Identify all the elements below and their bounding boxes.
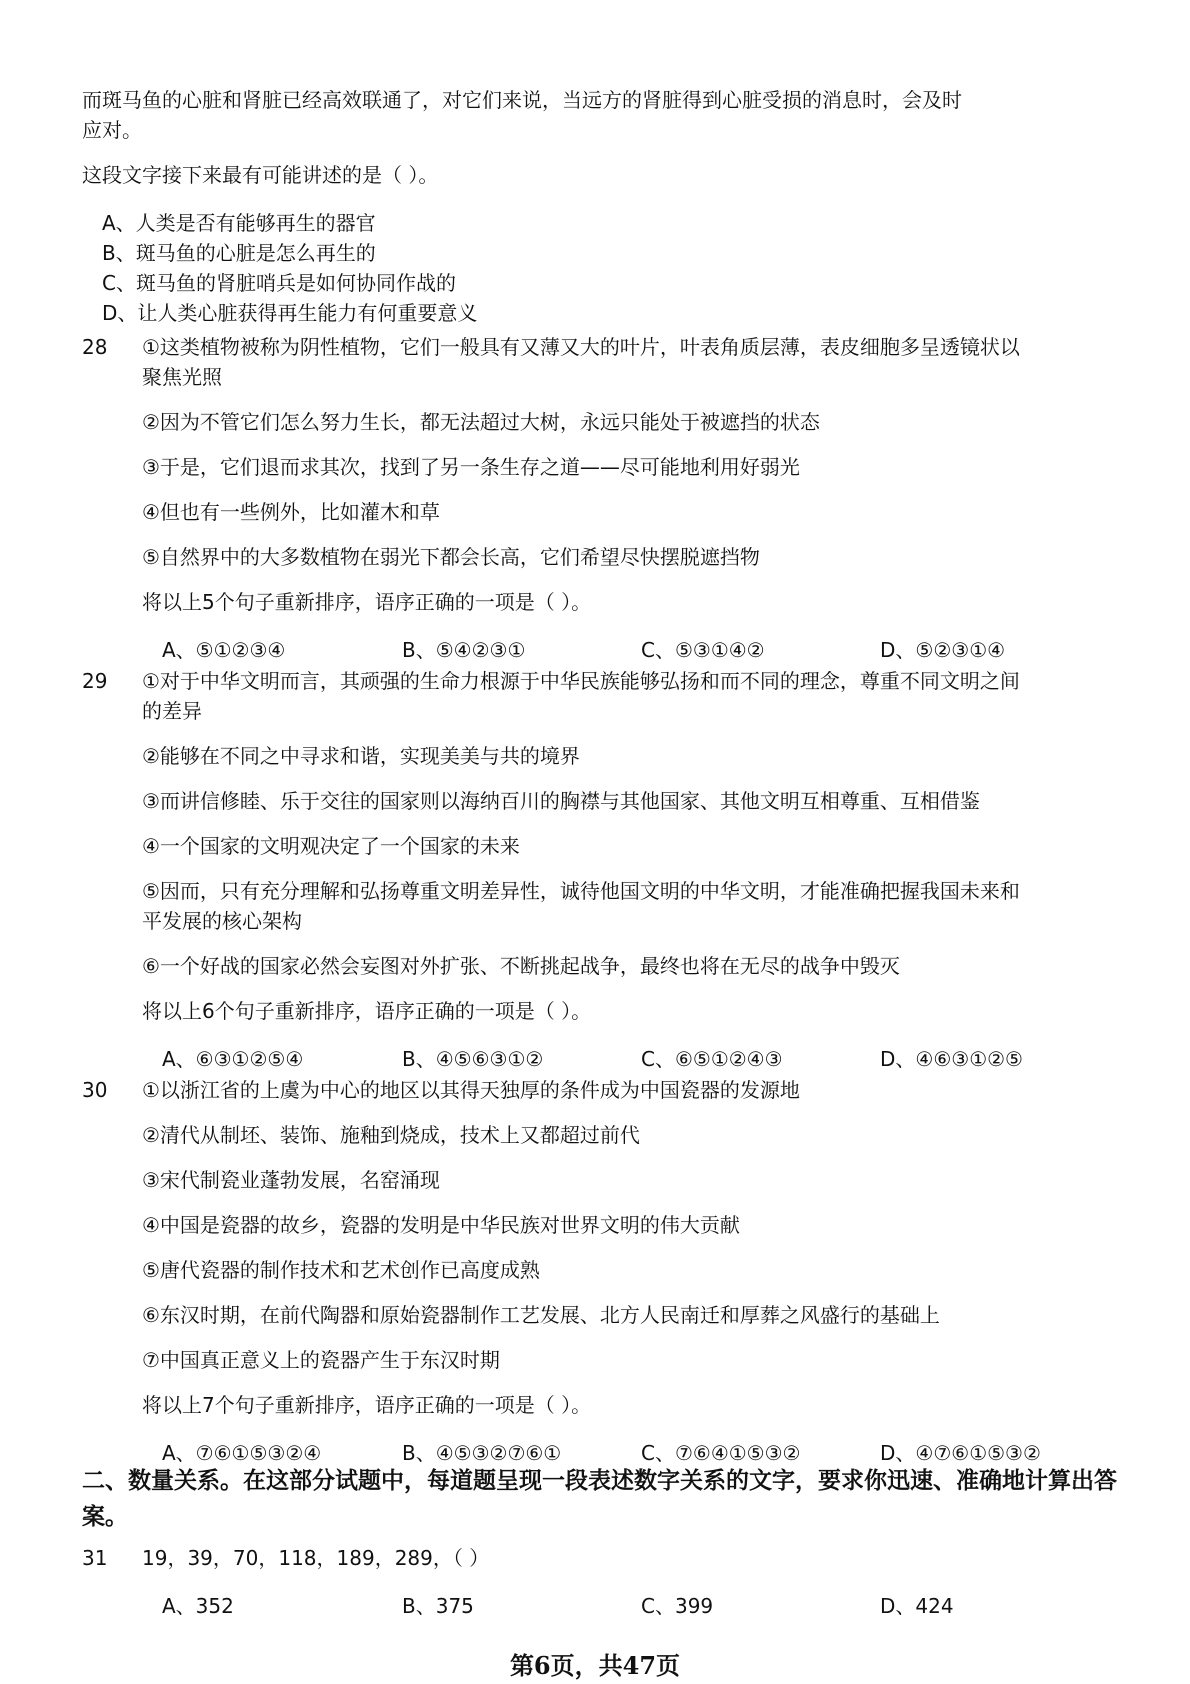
option-d: D、424 (880, 1594, 954, 1618)
sentence: ③宋代制瓷业蓬勃发展，名窑涌现 (142, 1168, 440, 1192)
sentence: 平发展的核心架构 (142, 909, 302, 933)
sentence: ②因为不管它们怎么努力生长，都无法超过大树，永远只能处于被遮挡的状态 (142, 410, 820, 434)
sentence: ①以浙江省的上虞为中心的地区以其得天独厚的条件成为中国瓷器的发源地 (142, 1078, 800, 1102)
option-b: B、④⑤⑥③①② (402, 1047, 544, 1071)
option-d: D、⑤②③①④ (880, 638, 1006, 662)
option-c: C、⑥⑤①②④③ (641, 1047, 783, 1071)
section-heading: 二、数量关系。在这部分试题中，每道题呈现一段表述数字关系的文字，要求你迅速、准确地计算出答案。 (82, 1468, 1117, 1530)
sentence: ①这类植物被称为阴性植物，它们一般具有又薄又大的叶片，叶表角质层薄，表皮细胞多呈透镜状以 (142, 335, 1020, 359)
sentence: ①对于中华文明而言，其顽强的生命力根源于中华民族能够弘扬和而不同的理念，尊重不同文明之间 (142, 669, 1020, 693)
question-prompt: 将以上6个句子重新排序，语序正确的一项是（ ）。 (142, 999, 592, 1023)
question-prompt: 将以上7个句子重新排序，语序正确的一项是（ ）。 (142, 1393, 592, 1417)
option-a: A、⑥③①②⑤④ (162, 1047, 304, 1071)
option-d: D、④⑦⑥①⑤③② (880, 1441, 1041, 1465)
option-a: A、352 (162, 1594, 234, 1618)
sentence: ④一个国家的文明观决定了一个国家的未来 (142, 834, 520, 858)
option-a: A、⑤①②③④ (162, 638, 286, 662)
sentence: ⑤因而，只有充分理解和弘扬尊重文明差异性，诚待他国文明的中华文明，才能准确把握我国未来和 (142, 879, 1020, 903)
option-b: B、④⑤③②⑦⑥① (402, 1441, 562, 1465)
question-stem: 19，39，70，118，189，289，（ ） (142, 1546, 490, 1570)
sentence: ⑦中国真正意义上的瓷器产生于东汉时期 (142, 1348, 500, 1372)
question-prompt: 这段文字接下来最有可能讲述的是（ ）。 (82, 163, 439, 187)
option-c: C、⑦⑥④①⑤③② (641, 1441, 801, 1465)
option-c: C、斑马鱼的肾脏哨兵是如何协同作战的 (102, 271, 456, 295)
sentence: 的差异 (142, 699, 202, 723)
sentence: ③而讲信修睦、乐于交往的国家则以海纳百川的胸襟与其他国家、其他文明互相尊重、互相借鉴 (142, 789, 980, 813)
sentence: ⑥一个好战的国家必然会妄图对外扩张、不断挑起战争，最终也将在无尽的战争中毁灭 (142, 954, 900, 978)
option-c: C、399 (641, 1594, 714, 1618)
option-b: B、⑤④②③① (402, 638, 526, 662)
page-footer: 第6页，共47页 (509, 1651, 681, 1680)
option-a: A、⑦⑥①⑤③②④ (162, 1441, 322, 1465)
option-b: B、斑马鱼的心脏是怎么再生的 (102, 241, 376, 265)
option-d: D、④⑥③①②⑤ (880, 1047, 1023, 1071)
sentence: ⑥东汉时期，在前代陶器和原始瓷器制作工艺发展、北方人民南迁和厚葬之风盛行的基础上 (142, 1303, 940, 1327)
question-number: 29 (82, 669, 108, 693)
sentence: ②能够在不同之中寻求和谐，实现美美与共的境界 (142, 744, 580, 768)
question-number: 28 (82, 335, 108, 359)
question-prompt: 将以上5个句子重新排序，语序正确的一项是（ ）。 (142, 590, 592, 614)
option-a: A、人类是否有能够再生的器官 (102, 211, 376, 235)
sentence: 聚焦光照 (142, 365, 222, 389)
option-d: D、让人类心脏获得再生能力有何重要意义 (102, 301, 478, 325)
passage-line: 应对。 (82, 118, 142, 142)
question-number: 31 (82, 1546, 108, 1570)
sentence: ③于是，它们退而求其次，找到了另一条生存之道——尽可能地利用好弱光 (142, 455, 800, 479)
sentence: ④但也有一些例外，比如灌木和草 (142, 500, 440, 524)
sentence: ④中国是瓷器的故乡，瓷器的发明是中华民族对世界文明的伟大贡献 (142, 1213, 740, 1237)
sentence: ⑤自然界中的大多数植物在弱光下都会长高，它们希望尽快摆脱遮挡物 (142, 545, 760, 569)
option-b: B、375 (402, 1594, 474, 1618)
sentence: ②清代从制坯、装饰、施釉到烧成，技术上又都超过前代 (142, 1123, 640, 1147)
option-c: C、⑤③①④② (641, 638, 765, 662)
sentence: ⑤唐代瓷器的制作技术和艺术创作已高度成熟 (142, 1258, 540, 1282)
passage-line: 而斑马鱼的心脏和肾脏已经高效联通了，对它们来说，当远方的肾脏得到心脏受损的消息时，会及时 (82, 88, 962, 112)
question-number: 30 (82, 1078, 108, 1102)
